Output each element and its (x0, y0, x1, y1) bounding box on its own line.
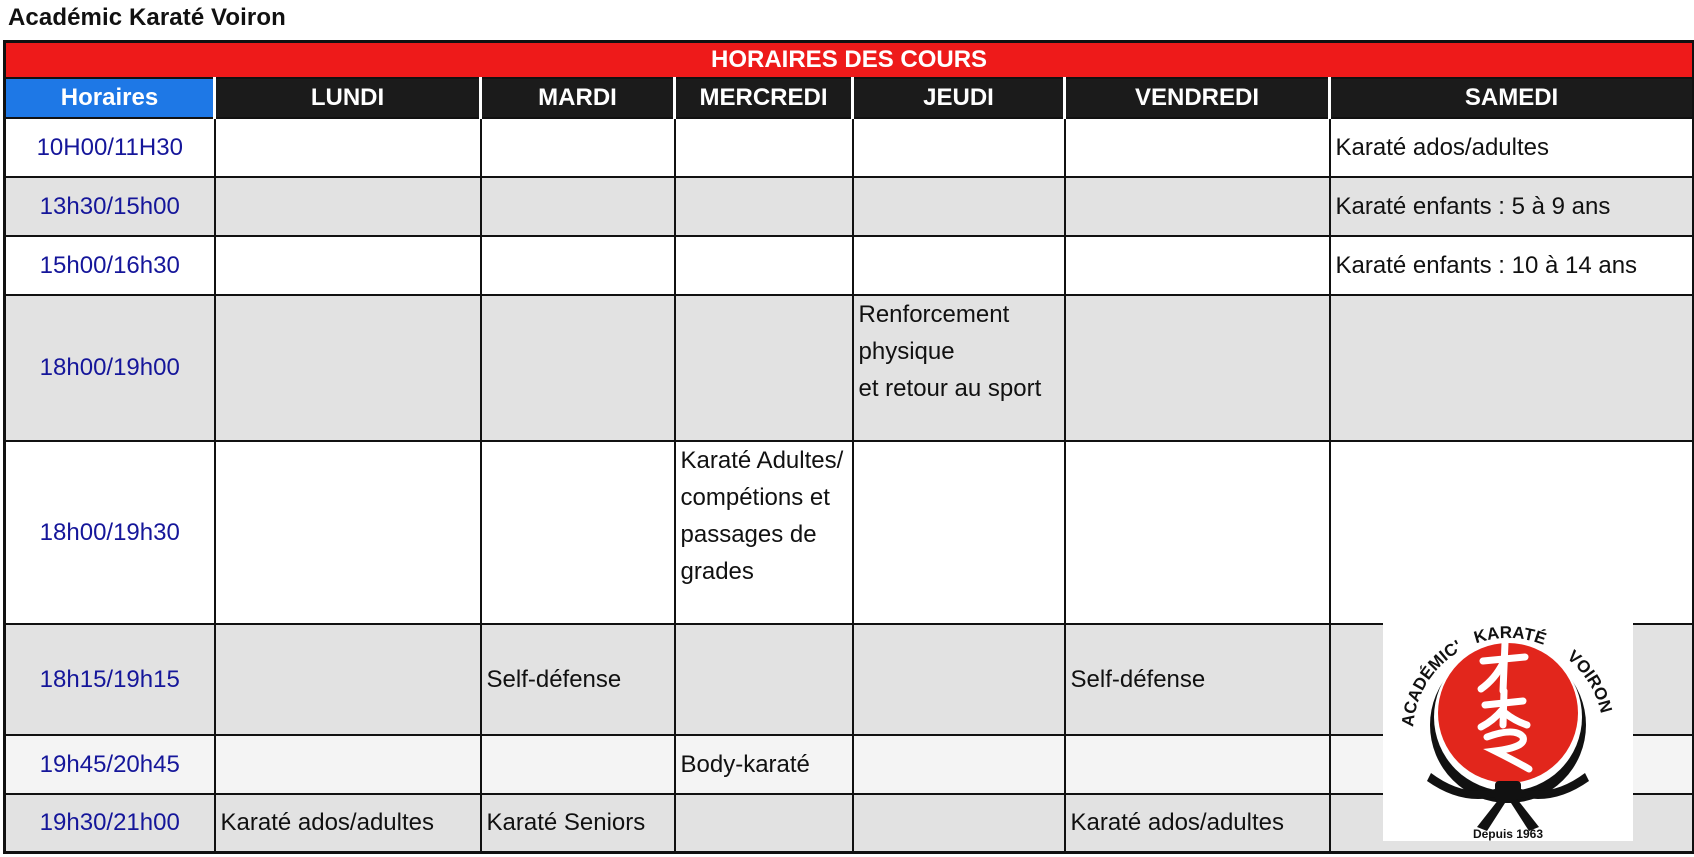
class-cell (1065, 441, 1330, 624)
table-row (5, 295, 1694, 441)
class-cell (215, 236, 481, 295)
time-cell: 13h30/15h00 (5, 177, 215, 236)
class-cell (853, 441, 1065, 624)
table-row (5, 236, 1694, 295)
class-cell (215, 295, 481, 441)
class-cell (853, 236, 1065, 295)
time-cell: 19h30/21h00 (5, 794, 215, 853)
class-cell: Karaté ados/adultes (1330, 118, 1694, 177)
class-cell (215, 735, 481, 794)
class-cell (1330, 295, 1694, 441)
class-cell: Karaté ados/adultes (1065, 794, 1330, 853)
logo-arc-left: ACADÉMIC' (1398, 636, 1465, 728)
class-cell: Renforcement physique et retour au sport (853, 295, 1065, 441)
class-cell: Self-défense (481, 624, 675, 735)
column-header-jeudi: JEUDI (853, 78, 1065, 118)
black-belt-icon (1427, 773, 1589, 831)
class-cell (1065, 295, 1330, 441)
table-row (5, 118, 1694, 177)
class-cell (1065, 177, 1330, 236)
class-cell (1330, 441, 1694, 624)
class-cell (675, 295, 853, 441)
class-cell (853, 177, 1065, 236)
time-cell: 18h15/19h15 (5, 624, 215, 735)
class-cell (1065, 236, 1330, 295)
class-cell: Karaté Seniors (481, 794, 675, 853)
class-cell: Karaté Adultes/ compétions et passages de grades (675, 441, 853, 624)
class-cell (481, 118, 675, 177)
class-cell (675, 236, 853, 295)
class-cell (853, 735, 1065, 794)
column-header-mercredi: MERCREDI (675, 78, 853, 118)
class-cell (215, 441, 481, 624)
column-header-vendredi: VENDREDI (1065, 78, 1330, 118)
class-cell (675, 794, 853, 853)
class-cell: Karaté enfants : 5 à 9 ans (1330, 177, 1694, 236)
class-cell (481, 441, 675, 624)
logo-tagline: Depuis 1963 (1472, 827, 1544, 841)
club-logo (1383, 613, 1633, 841)
page-title: Académic Karaté Voiron (8, 4, 286, 31)
column-header-lundi: LUNDI (215, 78, 481, 118)
schedule-banner: HORAIRES DES COURS (5, 42, 1694, 78)
class-cell (1065, 735, 1330, 794)
class-cell: Karaté enfants : 10 à 14 ans (1330, 236, 1694, 295)
class-cell (481, 236, 675, 295)
class-cell (215, 177, 481, 236)
class-cell (1065, 118, 1330, 177)
logo-arc-right: VOIRON (1563, 646, 1616, 715)
class-cell (215, 624, 481, 735)
class-cell (853, 794, 1065, 853)
class-cell (853, 624, 1065, 735)
column-header-mardi: MARDI (481, 78, 675, 118)
class-cell: Karaté ados/adultes (215, 794, 481, 853)
time-cell: 19h45/20h45 (5, 735, 215, 794)
column-header-samedi: SAMEDI (1330, 78, 1694, 118)
logo-arc-top: KARATÉ (1471, 622, 1549, 649)
class-cell (853, 118, 1065, 177)
class-cell (215, 118, 481, 177)
table-row (5, 441, 1694, 624)
class-cell (675, 177, 853, 236)
class-cell: Self-défense (1065, 624, 1330, 735)
club-logo-graphic (1383, 613, 1633, 841)
class-cell (675, 118, 853, 177)
class-cell (481, 295, 675, 441)
class-cell: Body-karaté (675, 735, 853, 794)
class-cell (481, 177, 675, 236)
time-cell: 10H00/11H30 (5, 118, 215, 177)
table-row (5, 177, 1694, 236)
class-cell (675, 624, 853, 735)
time-cell: 15h00/16h30 (5, 236, 215, 295)
column-header-horaires: Horaires (5, 78, 215, 118)
time-cell: 18h00/19h30 (5, 441, 215, 624)
class-cell (481, 735, 675, 794)
time-cell: 18h00/19h00 (5, 295, 215, 441)
